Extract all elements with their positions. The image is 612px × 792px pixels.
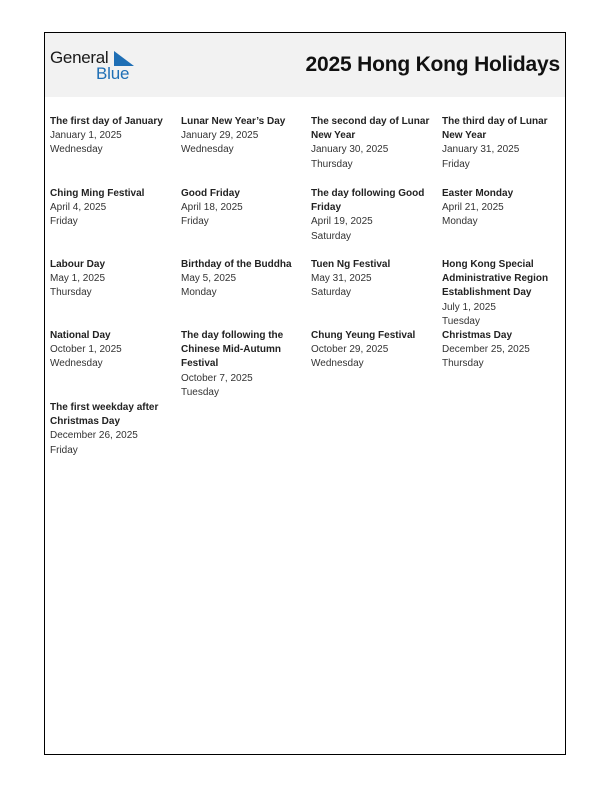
- holiday-name: Chung Yeung Festival: [311, 330, 416, 341]
- holiday-item: [181, 258, 305, 301]
- holiday-date: April 21, 2025: [442, 202, 504, 214]
- holiday-weekday: Friday: [442, 158, 470, 170]
- holiday-weekday: Thursday: [442, 358, 484, 370]
- holiday-name: Labour Day: [50, 259, 106, 270]
- holiday-weekday: Friday: [50, 216, 78, 228]
- holiday-item: [442, 329, 566, 372]
- holiday-name: The second day of Lunar New Year: [311, 116, 430, 142]
- holiday-date: April 19, 2025: [311, 216, 373, 228]
- holiday-name: The day following the Chinese Mid-Autumn Festival: [181, 330, 284, 370]
- holiday-date: January 30, 2025: [311, 144, 389, 156]
- holiday-date: May 31, 2025: [311, 273, 372, 285]
- holiday-date: April 4, 2025: [50, 202, 107, 214]
- holiday-weekday: Friday: [50, 444, 78, 456]
- holiday-weekday: Wednesday: [311, 358, 364, 370]
- holiday-name: Lunar New Year’s Day: [181, 116, 286, 127]
- holiday-item: [311, 258, 435, 301]
- holiday-name: The first day of January: [50, 116, 163, 127]
- holiday-name: The first weekday after Christmas Day: [50, 402, 159, 428]
- holiday-item: [50, 258, 174, 301]
- holiday-date: December 26, 2025: [50, 430, 138, 442]
- holiday-item: [50, 115, 174, 158]
- page-frame: [44, 32, 566, 755]
- holiday-weekday: Wednesday: [50, 144, 103, 156]
- holiday-name: Tuen Ng Festival: [311, 259, 391, 270]
- holiday-name: Hong Kong Special Administrative Region Establishment Day: [442, 259, 549, 299]
- holiday-item: [442, 258, 566, 329]
- holiday-name: The day following Good Friday: [311, 188, 425, 214]
- holiday-item: [181, 329, 305, 400]
- holiday-name: Ching Ming Festival: [50, 188, 145, 199]
- holiday-weekday: Tuesday: [181, 386, 219, 398]
- holiday-date: January 29, 2025: [181, 130, 259, 142]
- holiday-weekday: Monday: [181, 287, 217, 299]
- logo-general-text: General: [50, 48, 109, 67]
- holiday-weekday: Saturday: [311, 230, 352, 242]
- holiday-date: January 31, 2025: [442, 144, 520, 156]
- holiday-weekday: Saturday: [311, 287, 352, 299]
- holiday-item: [181, 187, 305, 230]
- holiday-date: May 5, 2025: [181, 273, 237, 285]
- holiday-item: [181, 115, 305, 158]
- holiday-item: [311, 187, 435, 244]
- holiday-item: [50, 329, 174, 372]
- holiday-name: Easter Monday: [442, 188, 514, 199]
- holiday-name: Birthday of the Buddha: [181, 259, 292, 270]
- holiday-item: [311, 115, 435, 172]
- holiday-date: December 25, 2025: [442, 344, 530, 356]
- holiday-item: [50, 401, 174, 458]
- holiday-name: Christmas Day: [442, 330, 513, 341]
- logo: [50, 47, 140, 83]
- page-title: 2025 Hong Kong Holidays: [305, 53, 560, 76]
- holiday-weekday: Thursday: [311, 158, 353, 170]
- holiday-item: [442, 187, 566, 230]
- holiday-date: January 1, 2025: [50, 130, 122, 142]
- holiday-item: [50, 187, 174, 230]
- holiday-weekday: Tuesday: [442, 315, 480, 327]
- holiday-weekday: Wednesday: [181, 144, 234, 156]
- holiday-name: Good Friday: [181, 188, 240, 199]
- holiday-date: October 1, 2025: [50, 344, 122, 356]
- holiday-weekday: Wednesday: [50, 358, 103, 370]
- holiday-item: [442, 115, 566, 172]
- holiday-date: July 1, 2025: [442, 301, 496, 313]
- holiday-date: May 1, 2025: [50, 273, 106, 285]
- holiday-item: [311, 329, 435, 372]
- holiday-date: October 29, 2025: [311, 344, 389, 356]
- holiday-name: The third day of Lunar New Year: [442, 116, 548, 142]
- holiday-weekday: Thursday: [50, 287, 92, 299]
- logo-blue-text: Blue: [96, 64, 130, 83]
- holiday-weekday: Monday: [442, 216, 478, 228]
- holiday-date: October 7, 2025: [181, 372, 253, 384]
- header: [45, 33, 565, 97]
- holiday-name: National Day: [50, 330, 111, 341]
- holiday-weekday: Friday: [181, 216, 209, 228]
- holiday-date: April 18, 2025: [181, 202, 243, 214]
